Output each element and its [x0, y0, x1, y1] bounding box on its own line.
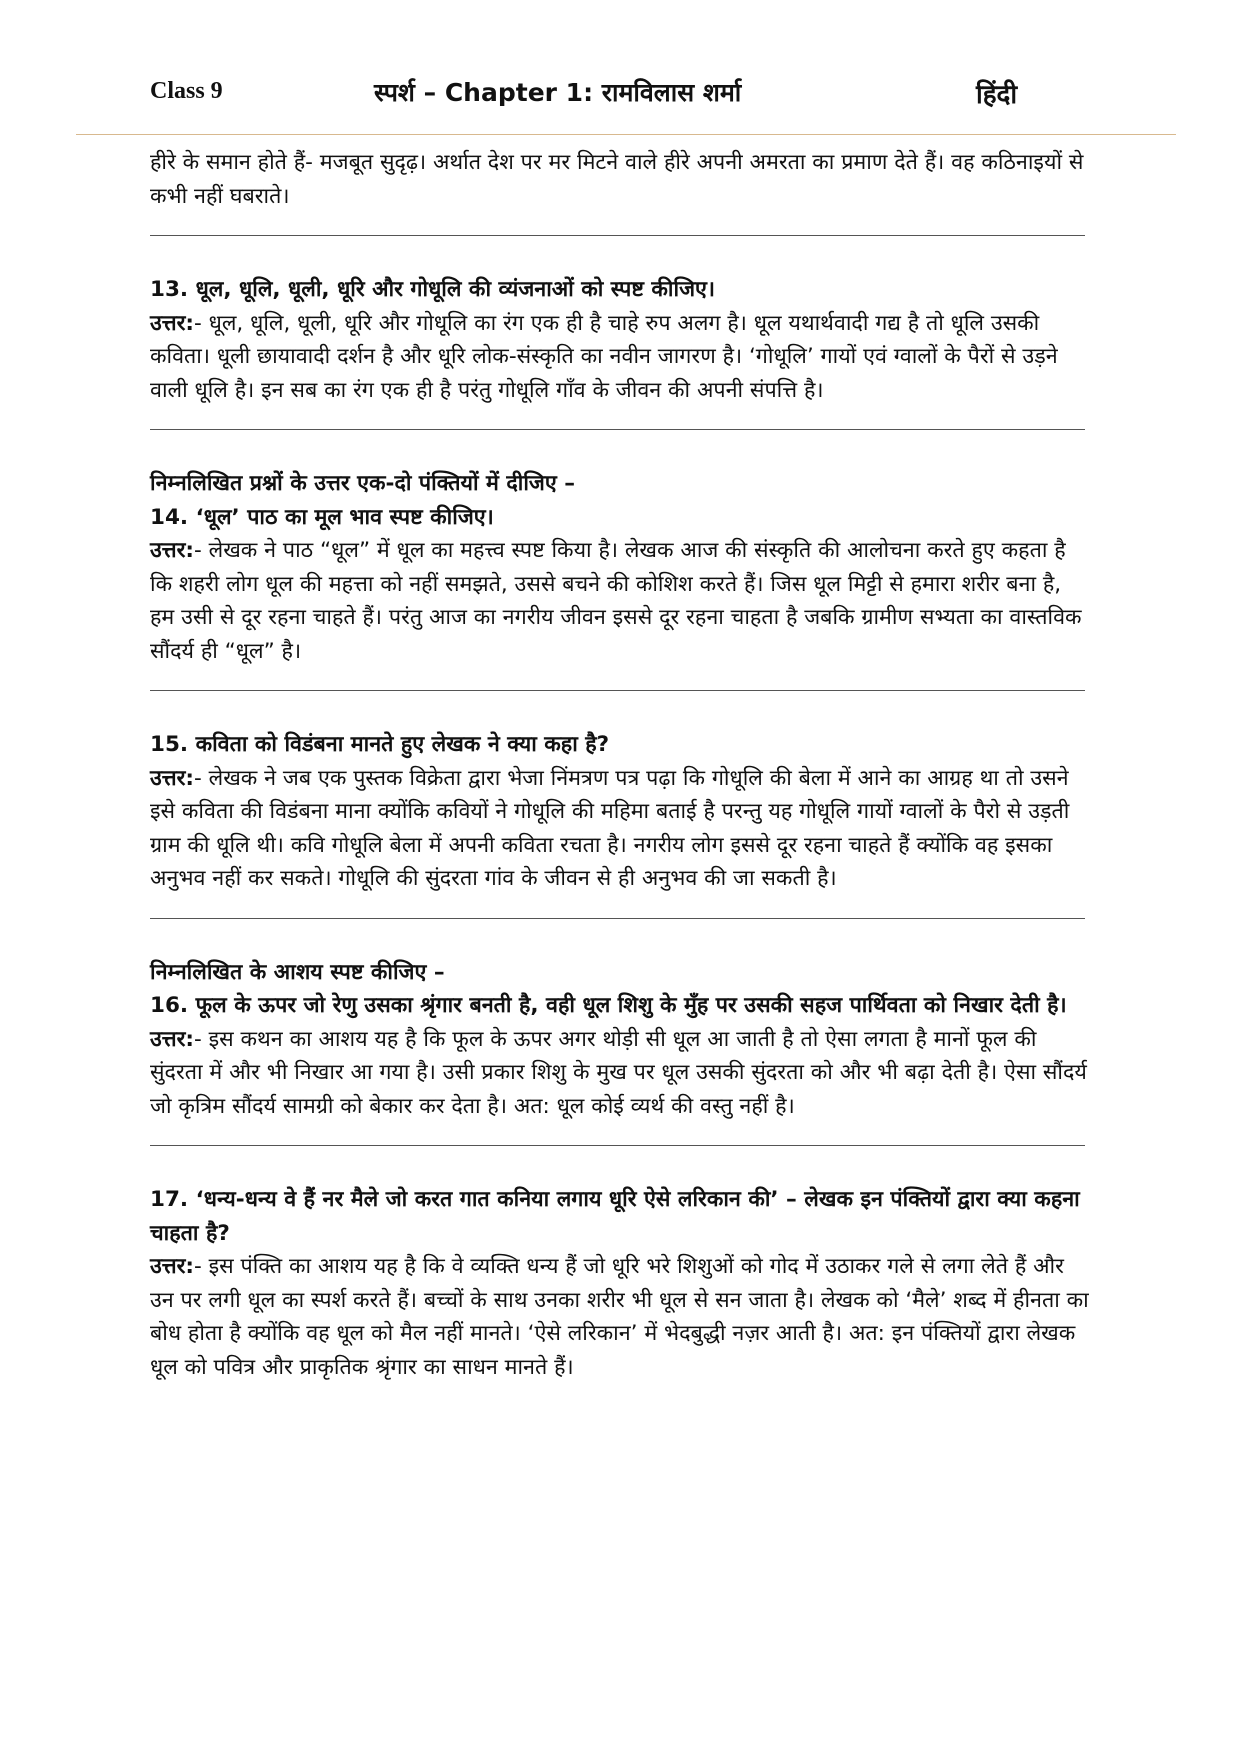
section-divider: [150, 690, 1085, 691]
section-divider: [150, 235, 1085, 236]
page-title: स्पर्श – Chapter 1: रामविलास शर्मा: [374, 78, 742, 107]
answer-14: [150, 534, 1090, 668]
answer-13: [150, 307, 1090, 408]
answer-17-text: - इस पंक्ति का आशय यह है कि वे व्यक्ति धन्य हैं जो धूरि भरे शिशुओं को गोद में उठाकर गले से लगा लेते हैं और उन पर लगी धूल का स्पर्श करते हैं। बच्चों के साथ उनका शरीर भी धूल से सन जाता है। लेखक को ‘मैले’ शब्द में हीनता का बोध होता है क्योंकि वह धूल को मैल नहीं मानते। ‘ऐसे लरिकान’ में भेदबुद्धी नज़र आती है। अत: इन पंक्तियों द्वारा लेखक धूल को पवित्र और प्राकृतिक श्रृंगार का साधन मानते हैं।: [150, 1254, 1089, 1380]
question-block-13: [150, 273, 1090, 407]
question-17: 17. ‘धन्य-धन्य वे हैं नर मैले जो करत गात कनिया लगाय धूरि ऐसे लरिकान की’ – लेखक इन पंक्तियों द्वारा क्या कहना चाहता है?: [150, 1187, 1080, 1246]
section-heading-short-answers: निम्नलिखित प्रश्नों के उत्तर एक-दो पंक्तियों में दीजिए –: [150, 471, 575, 496]
page-header: [0, 0, 1240, 140]
question-14: 14. ‘धूल’ पाठ का मूल भाव स्पष्ट कीजिए।: [150, 504, 494, 530]
question-block-14: [150, 467, 1090, 668]
section-divider: [150, 429, 1085, 430]
answer-16-text: - इस कथन का आशय यह है कि फूल के ऊपर अगर थोड़ी सी धूल आ जाती है तो ऐसा लगता है मानों फूल की सुंदरता में और भी निखार आ गया है। उसी प्रकार शिशु के मुख पर धूल उसकी सुंदरता को और भी बढ़ा देती है। ऐसा सौंदर्य जो कृत्रिम सौंदर्य सामग्री को बेकार कर देता है। अत: धूल कोई व्यर्थ की वस्तु नहीं है।: [150, 1026, 1087, 1119]
answer-14-text: - लेखक ने पाठ “धूल” में धूल का महत्त्व स्पष्ट किया है। लेखक आज की संस्कृति की आलोचना करते हुए कहता है कि शहरी लोग धूल की महत्ता को नहीं समझते, उससे बचने की कोशिश करते हैं। जिस धूल मिट्टी से हमारा शरीर बना है, हम उसी से दूर रहना चाहते हैं। परंतु आज का नगरीय जीवन इससे दूर रहना चाहता है जबकि ग्रामीण सभ्यता का वास्तविक सौंदर्य ही “धूल” है।: [150, 538, 1082, 664]
question-block-17: [150, 1183, 1090, 1384]
answer-13-text: - धूल, धूलि, धूली, धूरि और गोधूलि का रंग एक ही है चाहे रुप अलग है। धूल यथार्थवादी गद्य है तो धूलि उसकी कविता। धूली छायावादी दर्शन है और धूरि लोक-संस्कृति का नवीन जागरण है। ‘गोधूलि’ गायों एवं ग्वालों के पैरों से उड़ने वाली धूलि है। इन सब का रंग एक ही है परंतु गोधूलि गाँव के जीवन की अपनी संपत्ति है।: [150, 310, 1058, 403]
intro-paragraph: हीरे के समान होते हैं- मजबूत सुदृढ़। अर्थात देश पर मर मिटने वाले हीरे अपनी अमरता का प्रमाण देते हैं। वह कठिनाइयों से कभी नहीं घबराते।: [150, 150, 1084, 209]
header-divider: [76, 134, 1176, 135]
question-16: 16. फूल के ऊपर जो रेणु उसका श्रृंगार बनती है, वही धूल शिशु के मुँह पर उसकी सहज पार्थिवता को निखार देती है।: [150, 993, 1067, 1018]
answer-label: उत्तर:: [150, 538, 195, 563]
section-divider: [150, 1145, 1085, 1146]
answer-label: उत्तर:: [150, 765, 195, 791]
subject-label: हिंदी: [976, 80, 1018, 110]
answer-16: [150, 1023, 1090, 1124]
answer-label: उत्तर:: [150, 310, 195, 336]
section-divider: [150, 918, 1085, 919]
answer-15-text: - लेखक ने जब एक पुस्तक विक्रेता द्वारा भेजा निंमत्रण पत्र पढ़ा कि गोधूलि की बेला में आने का आग्रह था तो उसने इसे कविता की विडंबना माना क्योंकि कवियों ने गोधूलि की महिमा बताई है परन्तु यह गोधूलि गायों ग्वालों के पैरो से उड़ती ग्राम की धूलि थी। कवि गोधूलि बेला में अपनी कविता रचता है। नगरीय लोग इससे दूर रहना चाहते हैं क्योंकि वह इसका अनुभव नहीं कर सकते। गोधूलि की सुंदरता गांव के जीवन से ही अनुभव की जा सकती है।: [150, 765, 1070, 891]
document-body: [150, 146, 1090, 1384]
section-heading-meaning: निम्नलिखित के आशय स्पष्ट कीजिए –: [150, 959, 445, 985]
question-block-15: [150, 728, 1090, 896]
question-block-16: [150, 956, 1090, 1124]
class-label: Class 9: [150, 78, 223, 104]
answer-15: [150, 762, 1090, 896]
answer-label: उत्तर:: [150, 1026, 195, 1052]
answer-label: उत्तर:: [150, 1254, 195, 1279]
question-15: 15. कविता को विडंबना मानते हुए लेखक ने क्या कहा है?: [150, 732, 610, 757]
question-13: 13. धूल, धूलि, धूली, धूरि और गोधूलि की व्यंजनाओं को स्पष्ट कीजिए।: [150, 277, 716, 302]
answer-17: [150, 1250, 1090, 1384]
